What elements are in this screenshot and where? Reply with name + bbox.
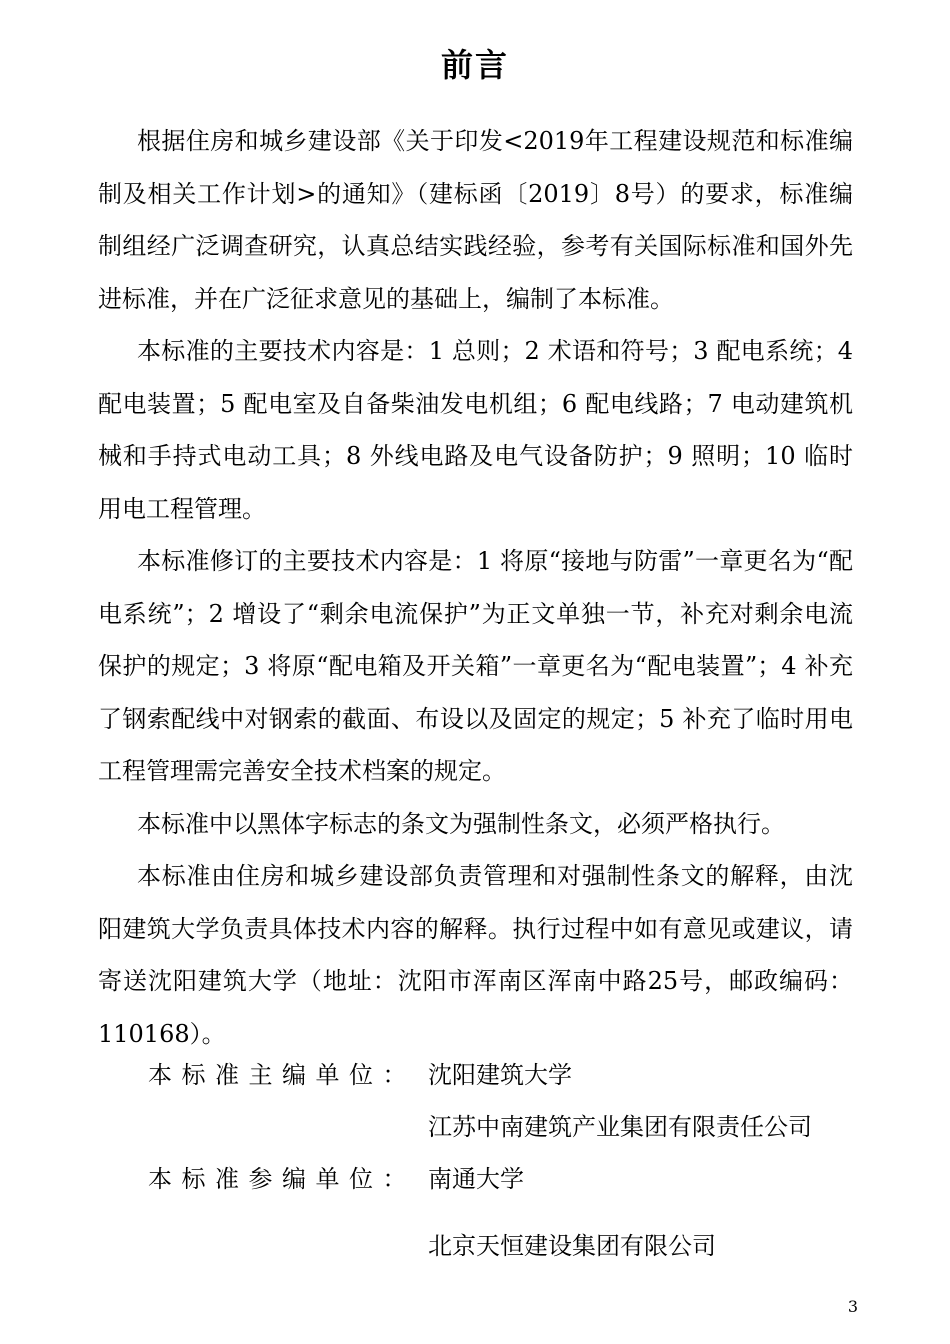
chief-unit-name: 江苏中南建筑产业集团有限责任公司	[428, 1113, 812, 1141]
paragraph-revision-content: 本标准修订的主要技术内容是：1 将原“接地与防雷”一章更名为“配电系统”；2 增设了“剩余电流保护”为正文单独一节，补充对剩余电流保护的规定；3 将原“配电箱及开关箱”一章更名为“配电装置”；4 补充了钢索配线中对钢索的截面、布设以及固定的规定；5 补充了临时用电工程管理需完善安全技术档案的规定。	[98, 547, 853, 785]
page-title: 前言	[440, 46, 509, 84]
paragraph-mandatory-provisions: 本标准中以黑体字标志的条文为强制性条文，必须严格执行。	[137, 809, 785, 838]
chief-unit-label: 本标准主编单位：	[148, 1061, 416, 1089]
paragraph-basis: 根据住房和城乡建设部《关于印发<2019年工程建设规范和标准编制及相关工作计划>的通知》（建标函〔2019〕8号）的要求，标准编制组经广泛调查研究，认真总结实践经验，参考有关国际标准和国外先进标准，并在广泛征求意见的基础上，编制了本标准。	[98, 127, 853, 313]
participating-unit-name: 南通大学	[428, 1165, 524, 1193]
paragraph-main-content: 本标准的主要技术内容是：1 总则；2 术语和符号；3 配电系统；4 配电装置；5 配电室及自备柴油发电机组；6 配电线路；7 电动建筑机械和手持式电动工具；8 外线电路及电气设备防护；9 照明；10 临时用电工程管理。	[98, 337, 853, 523]
participating-unit-label: 本标准参编单位：	[148, 1165, 416, 1193]
paragraph-management: 本标准由住房和城乡建设部负责管理和对强制性条文的解释，由沈阳建筑大学负责具体技术内容的解释。执行过程中如有意见或建议，请寄送沈阳建筑大学（地址：沈阳市浑南区浑南中路25号，邮政编码：110168）。	[98, 862, 853, 1048]
page-number: 3	[847, 1297, 858, 1316]
participating-unit-name: 北京天恒建设集团有限公司	[428, 1232, 716, 1260]
chief-unit-name: 沈阳建筑大学	[428, 1061, 572, 1089]
